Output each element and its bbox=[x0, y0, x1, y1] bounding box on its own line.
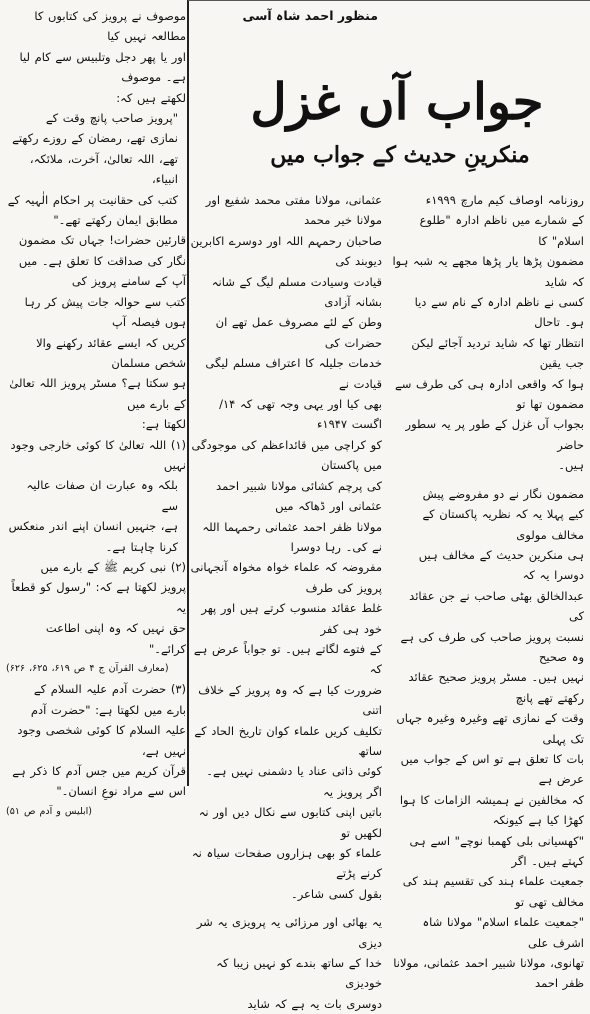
text-line: ہی منکرین حدیث کے مخالف ہیں دوسرا یہ کہ bbox=[418, 547, 584, 583]
text-line: ضرورت کیا ہے کہ وہ پرویز کے خلاف اتنی bbox=[198, 682, 382, 718]
paragraph-gap bbox=[392, 476, 584, 484]
text-line: ہو سکتا ہے؟ مسٹر پرویز اللہ تعالیٰ کے بارے میں bbox=[9, 376, 186, 411]
text-line: (۳) حضرت آدم علیہ السلام کے bbox=[33, 682, 186, 697]
text-line: غلط عقائد منسوب کرتے ہیں اور پھر خود ہی کفر bbox=[201, 601, 382, 636]
text-line: تھے، اللہ تعالیٰ، آخرت، ملائکہ، انبیاء، bbox=[29, 151, 178, 187]
text-line: علماء کو بھی ہزاروں صفحات سیاہ نہ کرنے پڑتے bbox=[191, 846, 382, 881]
text-line: اور یا پھر دجل وتلبیس سے کام لیا ہے۔ موصوف bbox=[19, 49, 186, 85]
text-line: (ابلیس و آدم ص ۵۱) bbox=[6, 805, 92, 817]
text-line: "جمعیت علماء اسلام" مولانا شاہ اشرف علی bbox=[422, 915, 584, 950]
column-divider bbox=[187, 0, 189, 786]
text-line: نہیں ہیں۔ مسٹر پرویز صحیح عقائد رکھتے تھے پانچ bbox=[408, 670, 584, 705]
text-line: (۲) نبی کریم ﷺ کے بارے میں bbox=[40, 559, 186, 574]
text-line: باتیں اپنی کتابوں سے نکال دیں اور نہ لکھیں تو bbox=[198, 805, 382, 840]
article-title: جواب آں غزل bbox=[250, 72, 544, 131]
text-line: موصوف نے پرویز کی کتابوں کا مطالعہ نہیں کیا bbox=[34, 9, 186, 44]
text-line: تھانوی، مولانا شبیر احمد عثمانی، مولانا ظفر احمد bbox=[393, 956, 584, 991]
column-right bbox=[392, 190, 584, 994]
text-line: جمعیت علماء ہند کی تقسیم ہند کی مخالف تھی تو bbox=[402, 874, 584, 909]
text-line: پرویز لکھتا ہے کہ: "رسول کو قطعاً یہ bbox=[11, 580, 186, 615]
text-line: کوئی ذاتی عناد یا دشمنی نہیں ہے۔ اگر پرویز یہ bbox=[206, 764, 382, 799]
text-line: عثمانی، مولانا مفتی محمد شفیع اور مولانا خیر محمد bbox=[205, 193, 382, 228]
column-middle bbox=[190, 190, 382, 1014]
text-line: "پرویز صاحب پانچ وقت کے bbox=[45, 111, 178, 126]
text-line: یہ بھائی اور مرزائی یہ پرویزی یہ شر دیزی bbox=[196, 915, 382, 950]
text-line: خدمات جلیلہ کا اعتراف مسلم لیگی قیادت نے bbox=[205, 356, 382, 391]
text-line: انتظار تھا کہ شاید تردید آجائے لیکن جب یقین bbox=[411, 335, 584, 371]
text-line: کسی نے ناظم ادارہ کے نام سے دیا ہو۔ تاحال bbox=[414, 295, 584, 330]
text-line: "کھسیانی بلی کھمبا نوچے" اسے ہی کہتے ہیں۔ اگر bbox=[409, 833, 584, 868]
byline: منظور احمد شاہ آسی bbox=[242, 8, 378, 23]
text-line: ہوا کہ واقعی ادارہ ہی کی طرف سے مضمون تھا تو bbox=[394, 376, 584, 412]
text-line: علیہ السلام کا کوئی شخصی وجود نہیں ہے، bbox=[17, 723, 186, 758]
text-line: ہے، جنہیں انسان اپنے اندر منعکس bbox=[8, 519, 178, 534]
text-line: کو کراچی میں قائداعظم کی موجودگی میں پاکستان bbox=[191, 437, 382, 473]
text-line: مضمون نگار نے دو مفروضے پیش bbox=[422, 486, 584, 501]
text-line: قیادت وسیادت مسلم لیگ کے شانہ بشانہ آزادی bbox=[211, 274, 382, 310]
text-line: کی پرچم کشائی مولانا شبیر احمد عثمانی اور ڈھاکہ میں bbox=[216, 478, 382, 514]
text-line: نسبت پرویز صاحب کی طرف کی ہے وہ صحیح bbox=[400, 629, 584, 664]
text-line: کریں کہ ایسے عقائد رکھنے والا شخص مسلمان bbox=[36, 335, 186, 370]
text-line: قارئین حضرات! جہاں تک مضمون bbox=[18, 233, 186, 248]
text-line: خدا کے ساتھ بندے کو نہیں زیبا کہ خودیزی bbox=[216, 956, 382, 991]
text-line: کتب کی حقانیت پر احکام الٰہیہ کے bbox=[7, 192, 178, 207]
text-line: لکھتے ہیں کہ: bbox=[116, 90, 186, 105]
text-line: کے فتوے لگاتے ہیں۔ تو جواباً عرض ہے کہ bbox=[193, 641, 382, 677]
text-line: کے شمارے میں ناظم ادارہ "طلوع اسلام" کا bbox=[419, 213, 584, 248]
text-line: کیے پہلا یہ کہ نظریہ پاکستان کے مخالف مولوی bbox=[422, 507, 584, 542]
article-subtitle: منکرینِ حدیث کے جواب میں bbox=[270, 142, 530, 168]
text-line: کہ مخالفین نے ہمیشہ الزامات کا ہوا کھڑا کیا ہے کیونکہ bbox=[399, 792, 584, 828]
text-line: مطابق ایمان رکھتے تھے۔" bbox=[53, 213, 178, 228]
text-line: مضمون پڑھا یار پڑھا مجھے یہ شبہ ہوا کہ شاید bbox=[392, 254, 584, 289]
text-line: کرنا چاہتا ہے۔ bbox=[105, 539, 178, 554]
text-line: اس سے مراد نوعِ انسان۔" bbox=[56, 784, 186, 799]
text-line: روزنامہ اوصاف کیم مارچ ۱۹۹۹ء bbox=[425, 193, 584, 207]
text-line: کتب سے حوالہ جات پیش کر رہا ہوں فیصلہ آپ bbox=[24, 294, 186, 330]
paragraph-gap bbox=[190, 904, 382, 912]
text-line: وقت کے نمازی تھے وغیرہ وغیرہ جہاں تک پہلی bbox=[396, 711, 584, 746]
text-line: (معارف القرآن ج ۴ ص ۶۱۹، ۶۲۵، ۶۲۶) bbox=[6, 663, 169, 674]
text-line: وطن کے لئے مصروف عمل تھے ان حضرات کی bbox=[215, 315, 382, 350]
text-line: لکھتا ہے: bbox=[141, 417, 186, 432]
text-line: قرآن کریم میں جس آدم کا ذکر ہے bbox=[12, 764, 186, 779]
text-line: تکلیف کریں علماء کوان تاریخ الحاد کے ساتھ bbox=[194, 723, 382, 758]
text-line: عبدالخالق بھٹی صاحب نے جن عقائد کی bbox=[409, 588, 584, 624]
text-line: بارے میں لکھتا ہے: "حضرت آدم bbox=[30, 702, 186, 717]
text-line: بلکہ وہ عبارت ان صفات عالیہ سے bbox=[26, 478, 178, 513]
text-line: صاحبان رحمہم اللہ اور دوسرے اکابرین دیوبند کی bbox=[190, 233, 382, 269]
text-line: بات کا تعلق ہے تو اس کے جواب میں عرض ہے bbox=[400, 751, 584, 787]
text-line: بھی کیا اور یہی وجہ تھی کہ ۱۴/اگست ۱۹۴۷ء bbox=[219, 397, 382, 432]
text-line: دوسری بات یہ ہے کہ شاید bbox=[247, 996, 382, 1011]
column-left bbox=[6, 6, 186, 822]
text-line: (۱) اللہ تعالیٰ کا کوئی خارجی وجود نہیں bbox=[10, 437, 186, 472]
text-line: مفروضہ کہ علماء خواہ مخواہ آنجہانی پرویز کی طرف bbox=[190, 560, 382, 595]
text-line: بقول کسی شاعر۔ bbox=[290, 886, 382, 901]
text-line: ہیں۔ bbox=[558, 458, 584, 473]
top-rule bbox=[188, 0, 590, 1]
text-line: مولانا ظفر احمد عثمانی رحمہما اللہ نے کی۔ رہا دوسرا bbox=[202, 519, 382, 554]
text-line: نمازی تھے، رمضان کے روزے رکھتے bbox=[12, 131, 178, 146]
text-line: بجواب آں غزل کے طور پر یہ سطور حاضر bbox=[405, 417, 584, 452]
text-line: نگار کی صداقت کا تعلق ہے۔ میں آپ کے سامنے پرویز کی bbox=[18, 253, 186, 289]
text-line: حق نہیں کہ وہ اپنی اطاعت کرائے۔" bbox=[45, 621, 186, 656]
